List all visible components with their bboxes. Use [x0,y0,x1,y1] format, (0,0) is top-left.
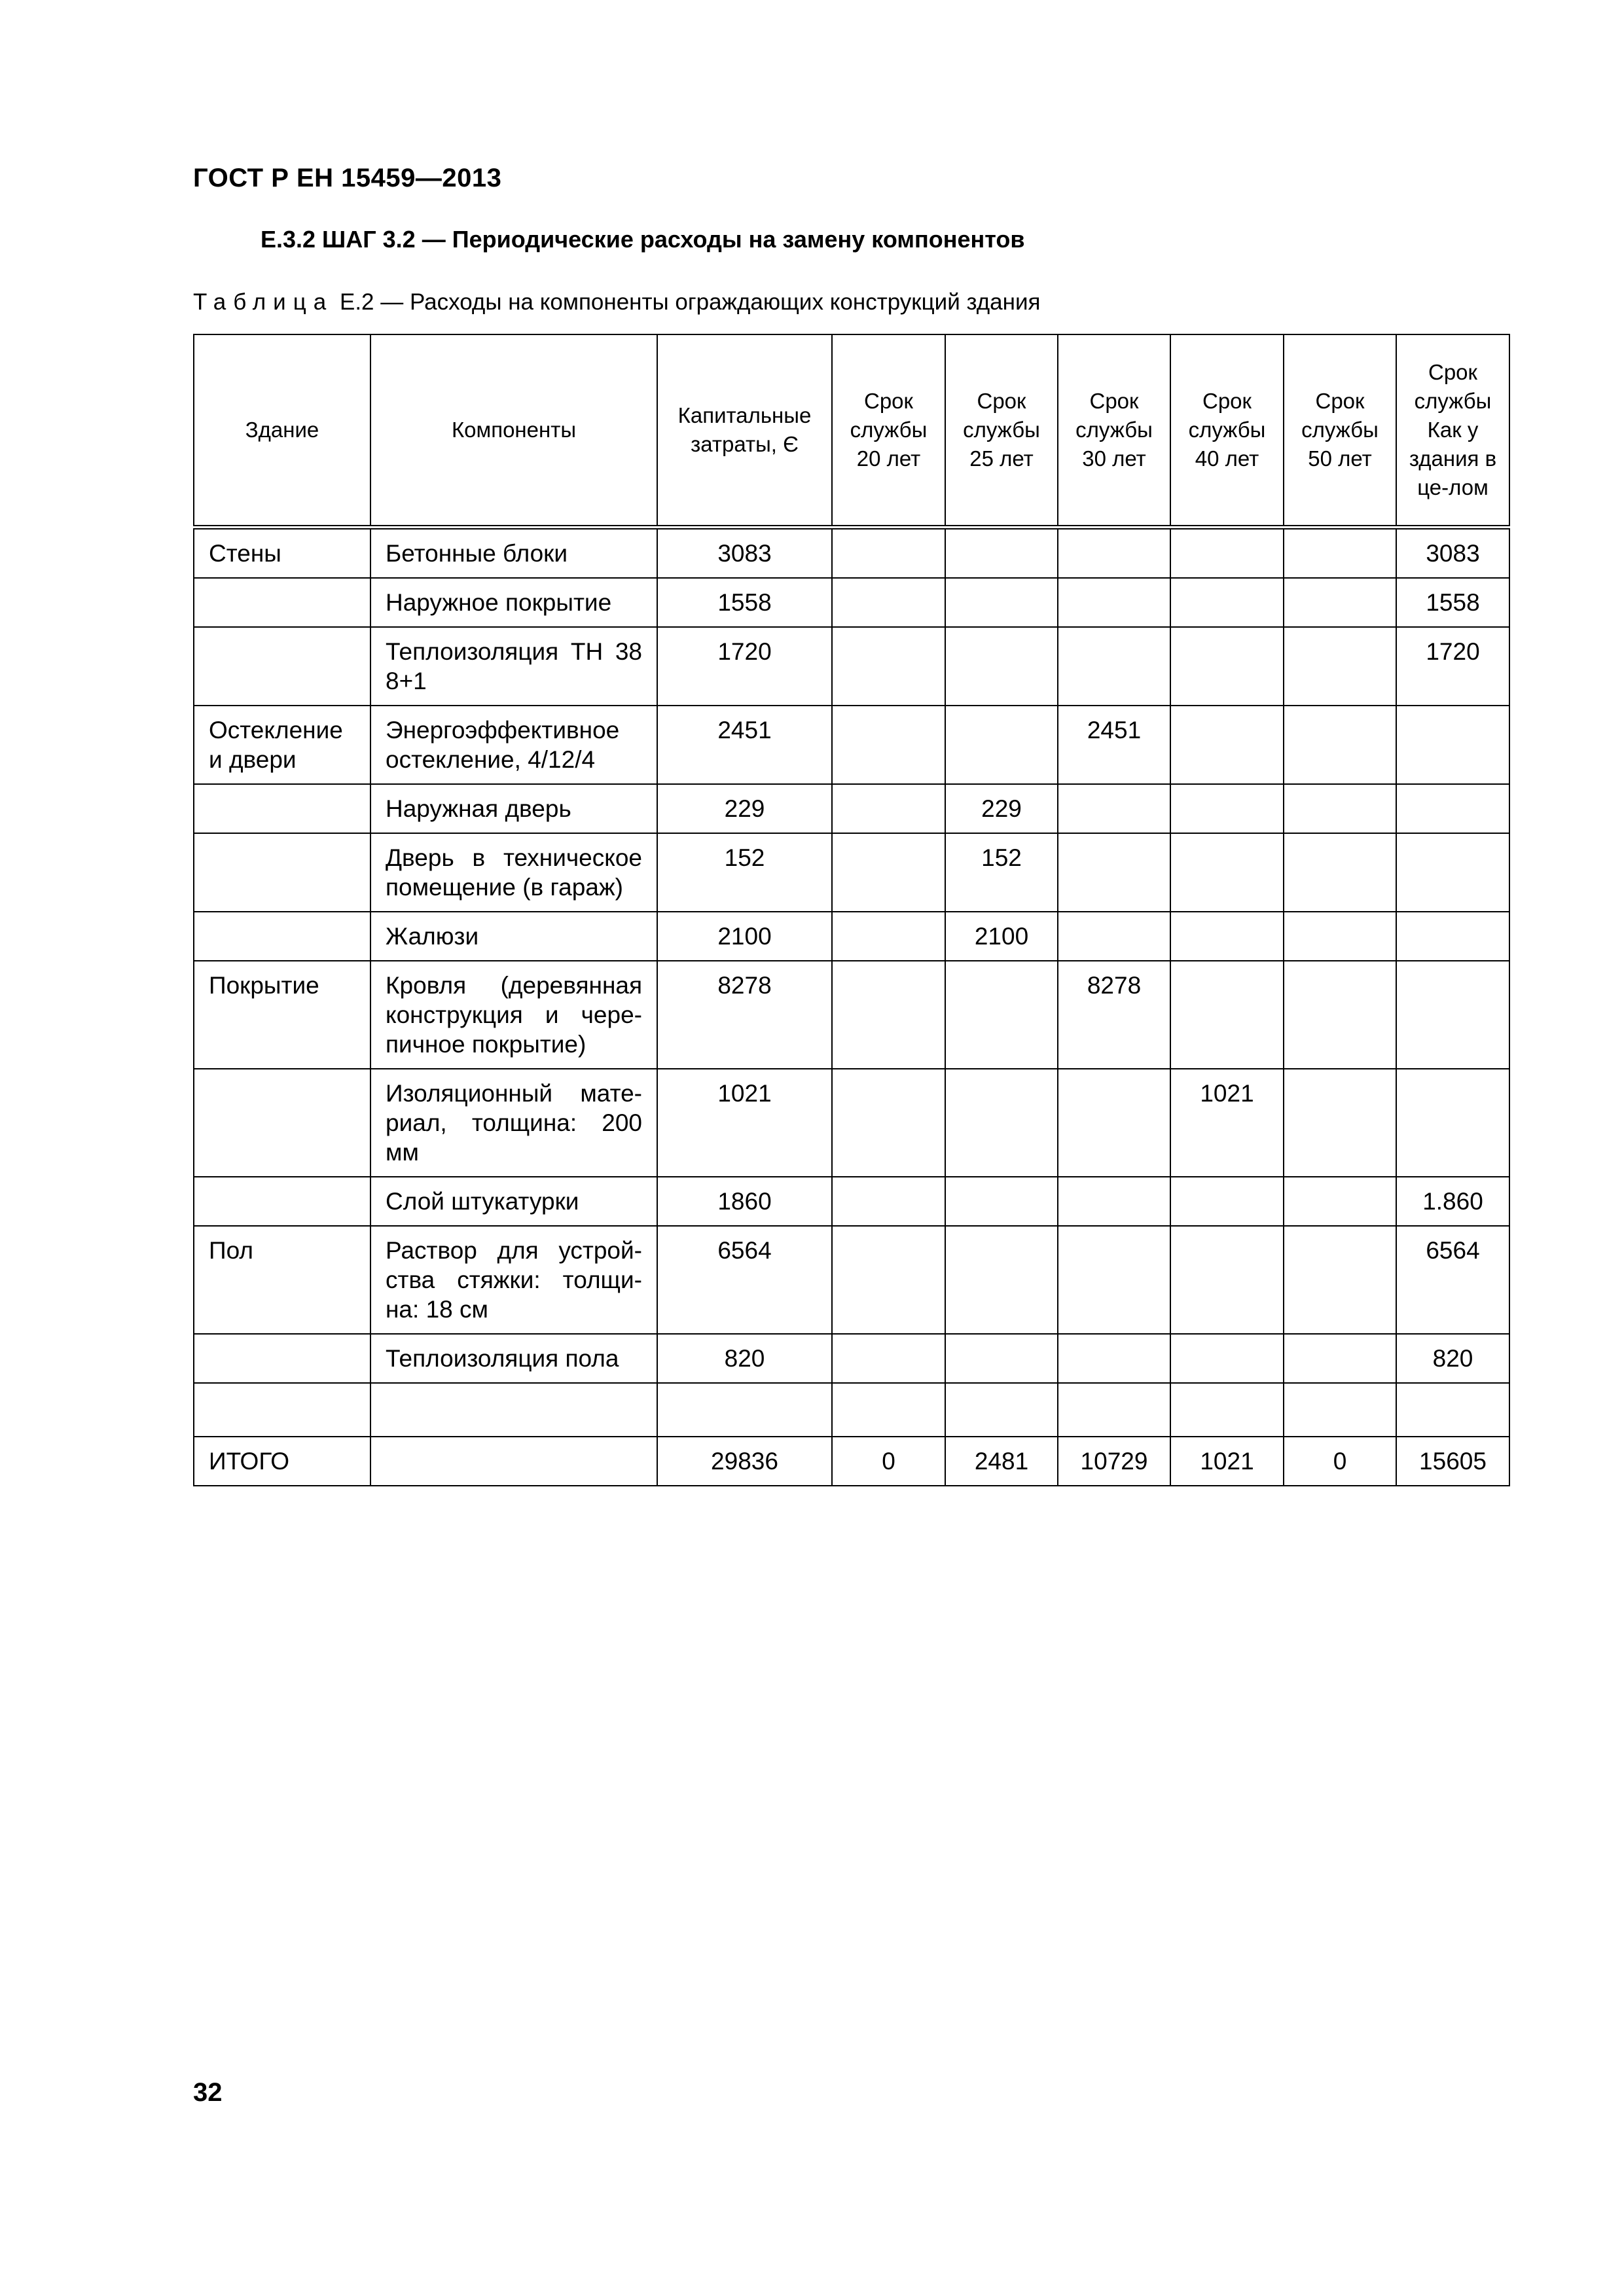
component-cell: Дверь в техническое помещение (в гараж) [370,833,657,912]
value-cell: 1558 [657,578,832,627]
table-caption [193,289,1040,315]
value-cell [1170,706,1284,784]
page-number: 32 [193,2078,223,2107]
table-row [194,1226,1509,1334]
column-header-5: Срок службы 30 лет [1058,334,1170,528]
value-cell [1170,528,1284,579]
value-cell [832,1069,945,1177]
value-cell [1170,578,1284,627]
value-cell [1284,961,1396,1069]
value-cell [945,1069,1058,1177]
document-code: ГОСТ Р ЕН 15459—2013 [193,164,502,192]
component-cell: Кровля (деревянная конструкция и чере-пичное покрытие) [370,961,657,1069]
value-cell: 3083 [657,528,832,579]
table-row [194,1069,1509,1177]
value-cell: 1021 [1170,1069,1284,1177]
value-cell [832,578,945,627]
value-cell [1058,833,1170,912]
value-cell [832,833,945,912]
table-body [194,528,1509,1486]
value-cell [1284,1334,1396,1383]
value-cell [945,1177,1058,1226]
value-cell [1284,784,1396,833]
value-cell: 0 [832,1437,945,1486]
value-cell [1058,1069,1170,1177]
building-part-cell [194,1383,370,1437]
value-cell: 2481 [945,1437,1058,1486]
value-cell [1058,1334,1170,1383]
table-row [194,528,1509,579]
table-row [194,1437,1509,1486]
value-cell [1170,912,1284,961]
value-cell [1284,706,1396,784]
value-cell: 2100 [657,912,832,961]
value-cell: 6564 [1396,1226,1509,1334]
value-cell: 8278 [657,961,832,1069]
value-cell: 1720 [1396,627,1509,706]
value-cell: 2451 [657,706,832,784]
value-cell [1284,1383,1396,1437]
table-row [194,1383,1509,1437]
value-cell [1058,578,1170,627]
value-cell [1284,1069,1396,1177]
value-cell [1396,961,1509,1069]
value-cell: 29836 [657,1437,832,1486]
building-part-cell [194,627,370,706]
column-header-6: Срок службы 40 лет [1170,334,1284,528]
table-caption-label: Таблица [193,289,334,315]
value-cell [945,961,1058,1069]
table-header [194,334,1509,528]
value-cell [1284,833,1396,912]
value-cell [1058,1383,1170,1437]
building-part-cell [194,1334,370,1383]
building-part-cell: Остекление и двери [194,706,370,784]
column-header-2: Капитальные затраты, Є [657,334,832,528]
component-cell: Слой штукатурки [370,1177,657,1226]
column-header-1: Компоненты [370,334,657,528]
value-cell [1170,1226,1284,1334]
value-cell [1058,1226,1170,1334]
value-cell: 1720 [657,627,832,706]
value-cell: 1.860 [1396,1177,1509,1226]
value-cell: 10729 [1058,1437,1170,1486]
value-cell [832,528,945,579]
component-cell: Теплоизоляция ТН 38 8+1 [370,627,657,706]
value-cell: 1021 [657,1069,832,1177]
value-cell [832,961,945,1069]
component-cell: Бетонные блоки [370,528,657,579]
value-cell [1058,1177,1170,1226]
building-part-cell [194,912,370,961]
column-header-8: Срок службы Как у здания в це-лом [1396,334,1509,528]
value-cell [657,1383,832,1437]
value-cell [1170,627,1284,706]
component-costs-table [193,334,1510,1486]
component-cell: Теплоизоляция пола [370,1334,657,1383]
table-row [194,961,1509,1069]
value-cell: 0 [1284,1437,1396,1486]
building-part-cell [194,833,370,912]
value-cell [945,1226,1058,1334]
value-cell [1396,912,1509,961]
value-cell: 229 [657,784,832,833]
value-cell: 2100 [945,912,1058,961]
value-cell [945,627,1058,706]
table-row [194,1334,1509,1383]
building-part-cell: Стены [194,528,370,579]
component-cell: Наружное покрытие [370,578,657,627]
value-cell [1396,706,1509,784]
value-cell: 1021 [1170,1437,1284,1486]
component-cell: Раствор для устрой-ства стяжки: толщи-на: 18 см [370,1226,657,1334]
value-cell [1170,961,1284,1069]
value-cell [1284,912,1396,961]
value-cell [1058,784,1170,833]
component-cell: Изоляционный мате-риал, толщина: 200 мм [370,1069,657,1177]
value-cell: 15605 [1396,1437,1509,1486]
value-cell [1058,912,1170,961]
value-cell: 152 [657,833,832,912]
value-cell: 8278 [1058,961,1170,1069]
value-cell: 1558 [1396,578,1509,627]
value-cell: 152 [945,833,1058,912]
building-part-cell [194,1177,370,1226]
value-cell [1284,627,1396,706]
table-row [194,706,1509,784]
value-cell [832,1226,945,1334]
value-cell: 2451 [1058,706,1170,784]
value-cell [832,706,945,784]
value-cell: 1860 [657,1177,832,1226]
header-row [194,334,1509,528]
value-cell [1396,1383,1509,1437]
section-heading: Е.3.2 ШАГ 3.2 — Периодические расходы на замену компонентов [261,226,1025,253]
table-caption-text: Е.2 — Расходы на компоненты ограждающих конструкций здания [339,289,1041,315]
table-row [194,1177,1509,1226]
value-cell [1170,833,1284,912]
component-cell: Жалюзи [370,912,657,961]
value-cell: 820 [1396,1334,1509,1383]
building-part-cell [194,578,370,627]
table-row [194,833,1509,912]
value-cell [945,578,1058,627]
value-cell [1170,1334,1284,1383]
value-cell: 229 [945,784,1058,833]
component-cell [370,1383,657,1437]
building-part-cell [194,784,370,833]
building-part-cell: Покрытие [194,961,370,1069]
value-cell: 820 [657,1334,832,1383]
column-header-3: Срок службы 20 лет [832,334,945,528]
value-cell [1058,528,1170,579]
value-cell [832,627,945,706]
building-part-cell: Пол [194,1226,370,1334]
value-cell [945,528,1058,579]
building-part-cell: ИТОГО [194,1437,370,1486]
table-row [194,578,1509,627]
value-cell [1396,833,1509,912]
value-cell [1170,1383,1284,1437]
value-cell [945,1383,1058,1437]
value-cell [1284,578,1396,627]
value-cell [1284,1177,1396,1226]
value-cell: 3083 [1396,528,1509,579]
table-row [194,784,1509,833]
table-row [194,912,1509,961]
value-cell [832,912,945,961]
column-header-0: Здание [194,334,370,528]
value-cell [832,1177,945,1226]
value-cell [1396,784,1509,833]
column-header-4: Срок службы 25 лет [945,334,1058,528]
building-part-cell [194,1069,370,1177]
component-cell [370,1437,657,1486]
value-cell [1170,1177,1284,1226]
value-cell [945,706,1058,784]
value-cell [1284,528,1396,579]
value-cell [832,1383,945,1437]
value-cell [1170,784,1284,833]
value-cell: 6564 [657,1226,832,1334]
value-cell [1058,627,1170,706]
column-header-7: Срок службы 50 лет [1284,334,1396,528]
value-cell [945,1334,1058,1383]
value-cell [832,1334,945,1383]
value-cell [832,784,945,833]
table-row [194,627,1509,706]
value-cell [1284,1226,1396,1334]
value-cell [1396,1069,1509,1177]
component-cell: Энергоэффективное остекление, 4/12/4 [370,706,657,784]
component-cell: Наружная дверь [370,784,657,833]
